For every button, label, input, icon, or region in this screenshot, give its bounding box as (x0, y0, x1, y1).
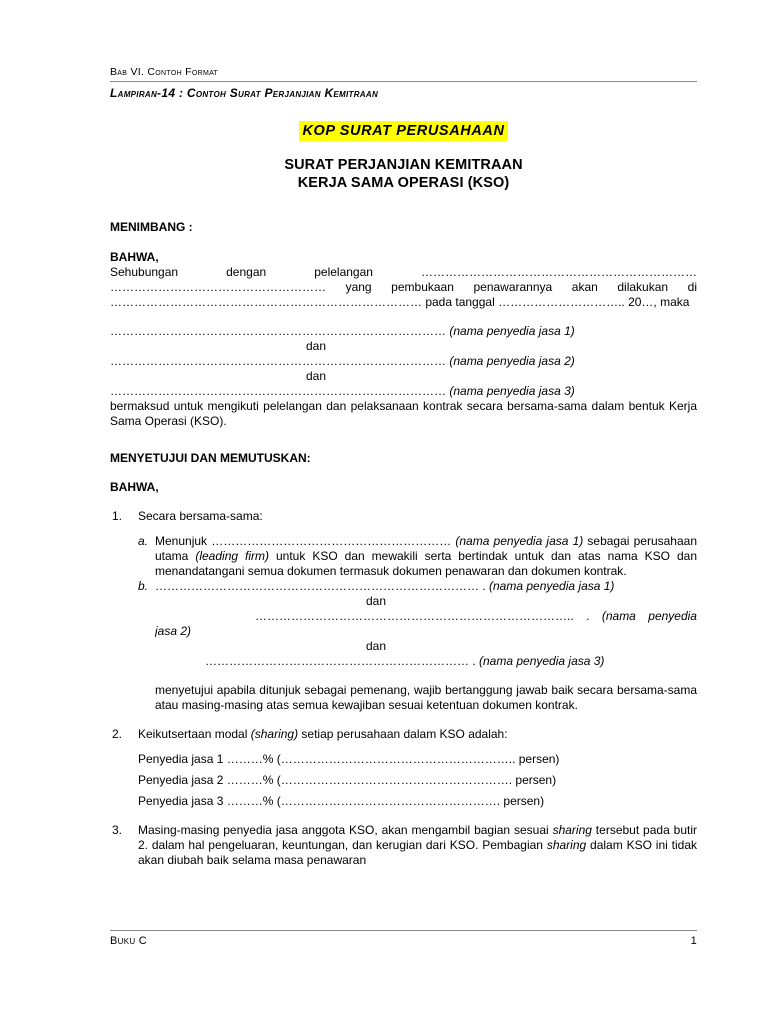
item1a-rest: untuk KSO dan mewakili serta bertindak untuk dan atas nama KSO dan menandatangani semua dokumen termasuk dokumen penawaran dan dokumen kontrak. (155, 549, 698, 578)
sharing-row: Penyedia jasa 3 ………% (………………………………………………. persen) (138, 794, 545, 808)
item3-part3: dalam KSO ini tidak akan diubah baik selama masa penawaran (138, 838, 697, 867)
letterhead-placeholder: KOP SURAT PERUSAHAAN (299, 121, 507, 141)
item1b-party-line-3 (155, 654, 697, 669)
item1a-after: sebagai perusahaan utama (155, 534, 697, 563)
item1b-label-3: (nama penyedia jasa 3) (479, 654, 605, 668)
sharing-rows (110, 752, 697, 809)
item1b-party-line-1 (155, 579, 697, 594)
item1b-dots-2: …………………………………………………………………….. . (255, 609, 590, 623)
sharing-row: Penyedia jasa 2 ………% (…………………………………………………. persen) (138, 773, 557, 787)
party-label-2: (nama penyedia jasa 2) (449, 354, 575, 368)
document-title-line1: SURAT PERJANJIAN KEMITRAAN (284, 157, 523, 173)
party-label-1: (nama penyedia jasa 1) (449, 324, 575, 338)
considering-closing: bermaksud untuk mengikuti pelelangan dan pelaksanaan kontrak secara bersama-sama dalam bentuk Kerja Sama Operasi (KSO). (110, 399, 697, 428)
list-item-2 (110, 727, 697, 742)
party-line-3 (110, 384, 697, 399)
list-item-1-number: 1. (112, 509, 123, 523)
party-dots-2: ………………………………………………………………………… (110, 354, 446, 368)
section-heading-menimbang: MENIMBANG : (110, 220, 193, 234)
sharing-row: Penyedia jasa 1 ………% (………………………………………………….. persen) (138, 752, 560, 766)
document-title-line2: KERJA SAMA OPERASI (KSO) (297, 175, 510, 191)
item2-before: Keikutsertaan modal (138, 727, 251, 741)
list-item-1-closing: menyetujui apabila ditunjuk sebagai pemenang, wajib bertanggung jawab baik secara bersama-sama atau masing-masing atas semua kewajiban sesuai ketentuan dokumen kontrak. (155, 683, 697, 712)
item3-part1: Masing-masing penyedia jasa anggota KSO, akan mengambil bagian sesuai (138, 823, 553, 837)
item3-sharing-2: sharing (546, 838, 587, 852)
item1b-dots-1: ……………………………………………………………………… . (155, 579, 486, 593)
item3-part2: tersebut pada butir 2. dalam hal pengeluaran, keuntungan, dan kerugian dari KSO. Pembagian (138, 823, 697, 852)
section-subheading-bahwa-1: BAHWA, (110, 250, 159, 264)
page-footer (110, 930, 697, 948)
section-subheading-bahwa-2: BAHWA, (110, 480, 159, 494)
item2-after: setiap perusahaan dalam KSO adalah: (298, 727, 508, 741)
item1b-label-1: (nama penyedia jasa 1) (489, 579, 615, 593)
list-item-1-closing-wrap (110, 683, 697, 713)
running-header-attachment: Lampiran-14 : Contoh Surat Perjanjian Kemitraan (110, 86, 379, 100)
item1a-leading-firm: (leading firm) (195, 549, 270, 563)
party-dots-3: ………………………………………………………………………… (110, 384, 446, 398)
item1b-party-line-2 (155, 609, 697, 624)
list-item-1a-letter: a. (138, 534, 149, 548)
item1b-label-2a: (nama penyedia (601, 609, 697, 623)
item1b-conjunction-2: dan (365, 639, 387, 653)
document-content (110, 0, 697, 868)
list-item-3 (110, 823, 697, 868)
footer-page-number: 1 (690, 935, 697, 947)
item1b-label-2b: jasa 2) (155, 624, 192, 638)
list-item-1b (110, 579, 697, 669)
list-item-3-number: 3. (112, 823, 123, 837)
running-header-chapter: Bab VI. Contoh Format (110, 0, 697, 82)
section-heading-menyetujui: MENYETUJUI DAN MEMUTUSKAN: (110, 451, 311, 465)
item3-sharing-1: sharing (552, 823, 592, 837)
list-item-1b-letter: b. (138, 579, 149, 593)
list-item-1a (110, 534, 697, 579)
list-item-1a-text (155, 534, 697, 579)
list-item-2-number: 2. (112, 727, 123, 741)
considering-paragraph: Sehubungan dengan pelelangan …………………………………………………………… ……………………………………………… yang pembukaan penawarannya akan dilakukan di …………………………………………………………………… pada tanggal ………………………….. 20…, maka (110, 265, 697, 309)
list-item-1 (110, 509, 697, 524)
party-line-1 (110, 324, 697, 339)
footer-book-label: Buku C (110, 935, 148, 947)
item1b-dots-3: ………………………………………………………… . (205, 654, 476, 668)
item1a-label: (nama penyedia jasa 1) (455, 534, 584, 548)
document-title (110, 156, 697, 192)
party-line-2 (110, 354, 697, 369)
item2-sharing: (sharing) (250, 727, 299, 741)
list-item-1-title: Secara bersama-sama: (138, 509, 263, 523)
conjunction-2: dan (305, 369, 327, 383)
letterhead-placeholder-wrap (110, 121, 697, 141)
list-item-3-text (138, 823, 697, 868)
party-dots-1: ………………………………………………………………………… (110, 324, 446, 338)
item1b-label-2-wrap (155, 624, 697, 639)
item1b-conjunction-1: dan (365, 594, 387, 608)
item1a-before: Menunjuk …………………………………………………… (155, 534, 456, 548)
party-label-3: (nama penyedia jasa 3) (449, 384, 575, 398)
conjunction-1: dan (305, 339, 327, 353)
